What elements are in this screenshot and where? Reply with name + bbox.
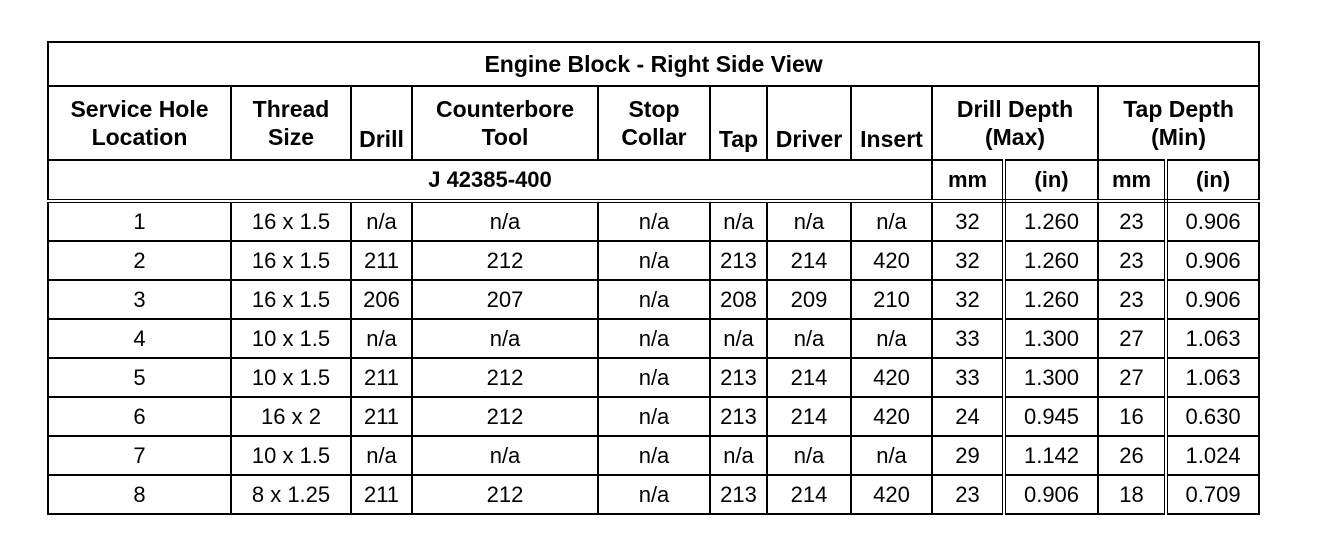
cell-tap-depth-in: 0.906 <box>1166 241 1259 280</box>
cell-stop-collar: n/a <box>598 241 710 280</box>
cell-counterbore-tool: 212 <box>412 475 598 514</box>
header-counterbore-tool <box>412 86 598 160</box>
cell-thread-size: 10 x 1.5 <box>231 436 351 475</box>
header-drill-depth-line1: Drill Depth <box>956 96 1074 122</box>
cell-location: 3 <box>48 280 231 319</box>
cell-thread-size: 16 x 1.5 <box>231 201 351 241</box>
header-stop-collar <box>598 86 710 160</box>
cell-drill: n/a <box>351 436 412 475</box>
drill-depth-mm-unit: mm <box>932 160 1004 201</box>
cell-stop-collar: n/a <box>598 280 710 319</box>
cell-driver: 214 <box>767 397 851 436</box>
cell-tap-depth-in: 0.906 <box>1166 280 1259 319</box>
subheader-row <box>48 160 1259 201</box>
cell-drill-depth-mm: 23 <box>932 475 1004 514</box>
cell-tap: 213 <box>710 397 767 436</box>
cell-insert: n/a <box>851 319 932 358</box>
cell-tap-depth-mm: 26 <box>1098 436 1166 475</box>
table-row <box>48 280 1259 319</box>
cell-tap-depth-mm: 16 <box>1098 397 1166 436</box>
header-drill: Drill <box>351 86 412 160</box>
header-row <box>48 86 1259 160</box>
cell-insert: 420 <box>851 397 932 436</box>
table-row <box>48 319 1259 358</box>
cell-drill-depth-mm: 24 <box>932 397 1004 436</box>
cell-driver: 214 <box>767 475 851 514</box>
cell-insert: 420 <box>851 241 932 280</box>
cell-tap-depth-in: 1.024 <box>1166 436 1259 475</box>
cell-stop-collar: n/a <box>598 358 710 397</box>
cell-drill: 211 <box>351 475 412 514</box>
cell-tap: n/a <box>710 201 767 241</box>
header-counterbore-line1: Counterbore <box>436 96 574 122</box>
cell-thread-size: 16 x 1.5 <box>231 280 351 319</box>
service-hole-table-wrapper <box>47 41 1258 515</box>
header-thread-size <box>231 86 351 160</box>
cell-drill: 211 <box>351 241 412 280</box>
cell-location: 8 <box>48 475 231 514</box>
cell-tap-depth-mm: 27 <box>1098 358 1166 397</box>
cell-drill-depth-mm: 29 <box>932 436 1004 475</box>
cell-thread-size: 16 x 2 <box>231 397 351 436</box>
cell-tap-depth-mm: 27 <box>1098 319 1166 358</box>
tap-depth-in-unit: (in) <box>1166 160 1259 201</box>
cell-tap-depth-mm: 23 <box>1098 280 1166 319</box>
header-tap-depth-line1: Tap Depth <box>1123 96 1234 122</box>
cell-drill-depth-mm: 33 <box>932 319 1004 358</box>
cell-tap: n/a <box>710 436 767 475</box>
cell-drill: 206 <box>351 280 412 319</box>
cell-driver: n/a <box>767 201 851 241</box>
cell-tap: 213 <box>710 358 767 397</box>
cell-drill: 211 <box>351 358 412 397</box>
cell-location: 7 <box>48 436 231 475</box>
cell-drill-depth-in: 1.260 <box>1004 201 1098 241</box>
cell-tap-depth-in: 1.063 <box>1166 319 1259 358</box>
cell-drill: 211 <box>351 397 412 436</box>
cell-tap: 213 <box>710 241 767 280</box>
cell-drill-depth-in: 1.260 <box>1004 280 1098 319</box>
cell-drill: n/a <box>351 319 412 358</box>
header-counterbore-line2: Tool <box>481 124 529 150</box>
cell-tap: 208 <box>710 280 767 319</box>
cell-insert: 420 <box>851 475 932 514</box>
cell-drill-depth-mm: 32 <box>932 241 1004 280</box>
cell-drill-depth-in: 0.906 <box>1004 475 1098 514</box>
cell-drill-depth-in: 1.142 <box>1004 436 1098 475</box>
cell-drill-depth-mm: 33 <box>932 358 1004 397</box>
header-drill-depth-line2: (Max) <box>984 124 1046 150</box>
cell-drill-depth-mm: 32 <box>932 280 1004 319</box>
header-tap-depth-line2: (Min) <box>1151 124 1207 150</box>
header-stop-line2: Collar <box>621 124 687 150</box>
header-tap: Tap <box>710 86 767 160</box>
cell-drill-depth-in: 1.300 <box>1004 319 1098 358</box>
table-row <box>48 475 1259 514</box>
cell-driver: n/a <box>767 319 851 358</box>
cell-tap: 213 <box>710 475 767 514</box>
cell-counterbore-tool: 207 <box>412 280 598 319</box>
cell-insert: 420 <box>851 358 932 397</box>
cell-insert: n/a <box>851 201 932 241</box>
header-thread-line2: Size <box>267 124 315 150</box>
cell-drill-depth-in: 0.945 <box>1004 397 1098 436</box>
cell-counterbore-tool: 212 <box>412 358 598 397</box>
table-row <box>48 241 1259 280</box>
cell-insert: n/a <box>851 436 932 475</box>
cell-stop-collar: n/a <box>598 397 710 436</box>
cell-driver: 209 <box>767 280 851 319</box>
header-stop-line1: Stop <box>628 96 680 122</box>
header-insert: Insert <box>851 86 932 160</box>
cell-stop-collar: n/a <box>598 436 710 475</box>
cell-counterbore-tool: 212 <box>412 241 598 280</box>
cell-counterbore-tool: n/a <box>412 201 598 241</box>
cell-location: 5 <box>48 358 231 397</box>
header-location-line1: Service Hole <box>70 96 209 122</box>
header-driver: Driver <box>767 86 851 160</box>
cell-location: 2 <box>48 241 231 280</box>
cell-thread-size: 8 x 1.25 <box>231 475 351 514</box>
cell-thread-size: 10 x 1.5 <box>231 358 351 397</box>
header-tap-depth <box>1098 86 1259 160</box>
drill-depth-in-unit: (in) <box>1004 160 1098 201</box>
tool-kit-number: J 42385-400 <box>48 160 932 201</box>
table-row <box>48 201 1259 241</box>
cell-thread-size: 10 x 1.5 <box>231 319 351 358</box>
header-service-hole-location <box>48 86 231 160</box>
cell-stop-collar: n/a <box>598 475 710 514</box>
cell-stop-collar: n/a <box>598 319 710 358</box>
cell-drill-depth-mm: 32 <box>932 201 1004 241</box>
cell-tap-depth-in: 0.906 <box>1166 201 1259 241</box>
cell-counterbore-tool: 212 <box>412 397 598 436</box>
table-title: Engine Block - Right Side View <box>48 42 1259 86</box>
header-location-line2: Location <box>91 124 188 150</box>
service-hole-table <box>47 41 1260 515</box>
cell-driver: 214 <box>767 241 851 280</box>
table-body <box>48 201 1259 514</box>
cell-thread-size: 16 x 1.5 <box>231 241 351 280</box>
tap-depth-mm-unit: mm <box>1098 160 1166 201</box>
header-drill-depth <box>932 86 1098 160</box>
cell-drill-depth-in: 1.300 <box>1004 358 1098 397</box>
cell-tap-depth-mm: 18 <box>1098 475 1166 514</box>
cell-tap-depth-in: 1.063 <box>1166 358 1259 397</box>
cell-counterbore-tool: n/a <box>412 436 598 475</box>
cell-tap-depth-mm: 23 <box>1098 241 1166 280</box>
table-row <box>48 436 1259 475</box>
header-thread-line1: Thread <box>252 96 330 122</box>
cell-location: 1 <box>48 201 231 241</box>
table-row <box>48 358 1259 397</box>
cell-tap-depth-in: 0.630 <box>1166 397 1259 436</box>
cell-drill-depth-in: 1.260 <box>1004 241 1098 280</box>
table-row <box>48 397 1259 436</box>
cell-location: 4 <box>48 319 231 358</box>
cell-tap-depth-mm: 23 <box>1098 201 1166 241</box>
cell-tap: n/a <box>710 319 767 358</box>
cell-tap-depth-in: 0.709 <box>1166 475 1259 514</box>
cell-driver: 214 <box>767 358 851 397</box>
cell-driver: n/a <box>767 436 851 475</box>
cell-counterbore-tool: n/a <box>412 319 598 358</box>
cell-location: 6 <box>48 397 231 436</box>
cell-insert: 210 <box>851 280 932 319</box>
cell-stop-collar: n/a <box>598 201 710 241</box>
cell-drill: n/a <box>351 201 412 241</box>
